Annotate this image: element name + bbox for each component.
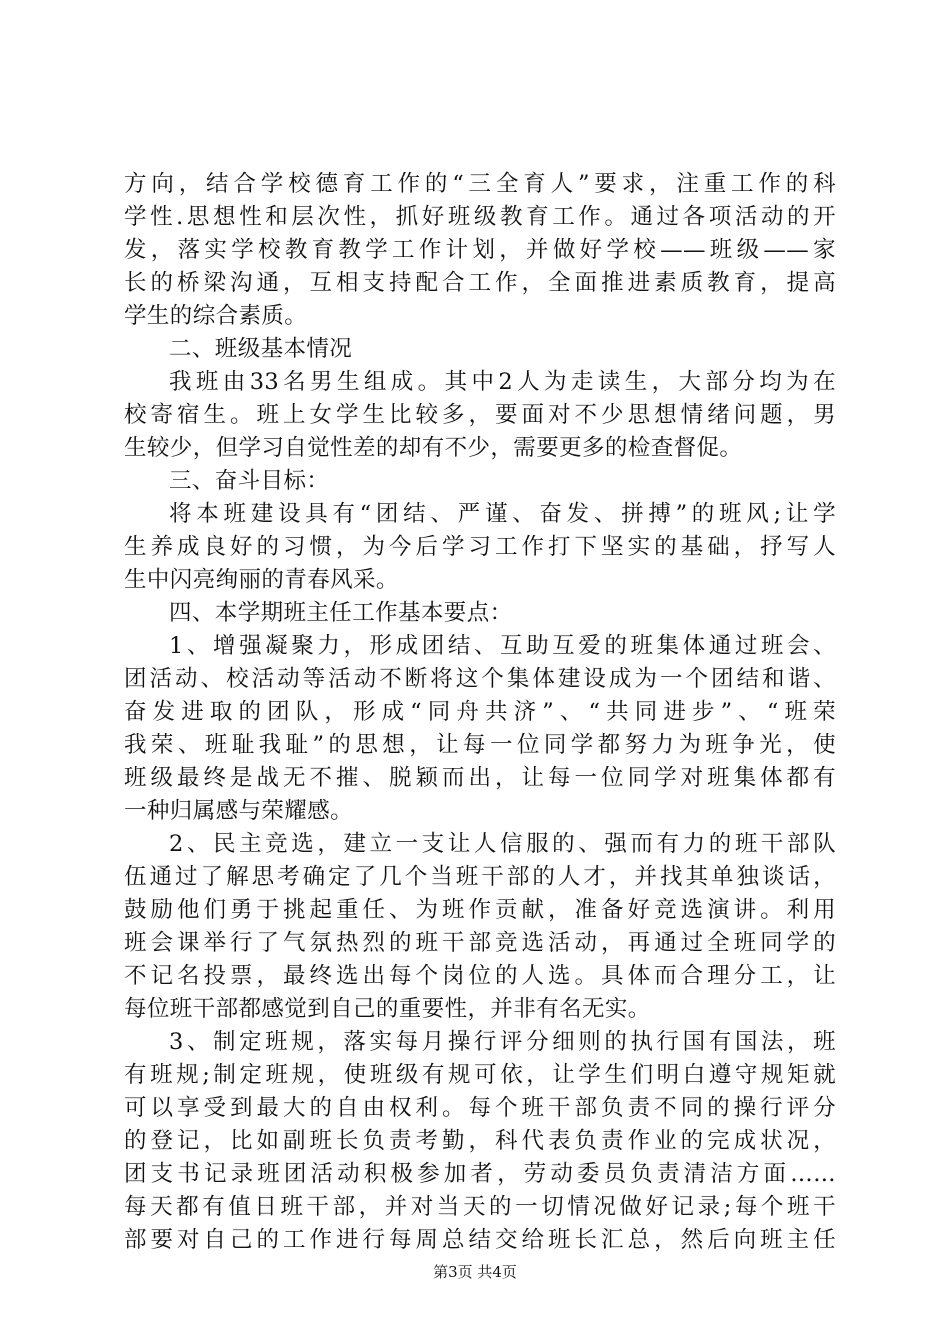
text-line: 学性.思想性和层次性，抓好班级教育工作。通过各项活动的开 — [124, 204, 836, 230]
text-line: 部要对自己的工作进行每周总结交给班长汇总，然后向班主任 — [124, 1227, 836, 1253]
text-line: 发，落实学校教育教学工作计划，并做好学校——班级——家 — [124, 237, 836, 263]
text-line: 二、班级基本情况 — [169, 336, 353, 362]
text-line: 每位班干部都感觉到自己的重要性，并非有名无实。 — [124, 996, 651, 1022]
text-line: 伍通过了解思考确定了几个当班干部的人才，并找其单独谈话， — [124, 864, 836, 890]
text-line: 团活动、校活动等活动不断将这个集体建设成为一个团结和谐、 — [124, 666, 836, 692]
text-line: 将本班建设具有“团结、严谨、奋发、拼搏”的班风;让学 — [169, 501, 836, 527]
text-line: 方向，结合学校德育工作的“三全育人”要求，注重工作的科 — [124, 171, 836, 197]
text-line: 1、增强凝聚力，形成团结、互助互爱的班集体通过班会、 — [169, 633, 836, 659]
text-line: 有班规;制定班规，使班级有规可依，让学生们明白遵守规矩就 — [124, 1062, 836, 1088]
text-line: 学生的综合素质。 — [124, 303, 308, 329]
text-line: 一种归属感与荣耀感。 — [124, 798, 354, 824]
text-line: 生较少，但学习自觉性差的却有不少，需要更多的检查督促。 — [124, 435, 743, 461]
text-line: 长的桥梁沟通，互相支持配合工作，全面推进素质教育，提高 — [124, 270, 836, 296]
text-line: 三、奋斗目标： — [169, 468, 330, 494]
text-line: 校寄宿生。班上女学生比较多，要面对不少思想情绪问题，男 — [124, 402, 836, 428]
text-line: 生中闪亮绚丽的青春风采。 — [124, 567, 399, 593]
text-line: 不记名投票，最终选出每个岗位的人选。具体而合理分工，让 — [124, 963, 836, 989]
text-line: 我荣、班耻我耻”的思想，让每一位同学都努力为班争光，使 — [124, 732, 836, 758]
text-line: 奋发进取的团队，形成“同舟共济”、“共同进步”、“班荣 — [124, 699, 836, 725]
text-line: 我班由33名男生组成。其中2人为走读生，大部分均为在 — [169, 369, 836, 395]
text-line: 2、民主竞选，建立一支让人信服的、强而有力的班干部队 — [169, 831, 836, 857]
document-body — [124, 168, 836, 1257]
text-line: 班会课举行了气氛热烈的班干部竞选活动，再通过全班同学的 — [124, 930, 836, 956]
text-line: 鼓励他们勇于挑起重任、为班作贡献，准备好竞选演讲。利用 — [124, 897, 836, 923]
text-line: 班级最终是战无不摧、脱颖而出，让每一位同学对班集体都有 — [124, 765, 836, 791]
text-line: 生养成良好的习惯，为今后学习工作打下坚实的基础，抒写人 — [124, 534, 836, 560]
text-line: 每天都有值日班干部，并对当天的一切情况做好记录;每个班干 — [124, 1194, 836, 1220]
text-line: 团支书记录班团活动积极参加者，劳动委员负责清洁方面…… — [124, 1161, 836, 1187]
text-line: 可以享受到最大的自由权利。每个班干部负责不同的操行评分 — [124, 1095, 836, 1121]
text-line: 的登记，比如副班长负责考勤，科代表负责作业的完成状况， — [124, 1128, 836, 1154]
text-line: 四、本学期班主任工作基本要点： — [169, 600, 513, 626]
page-number-footer: 第3页 共4页 — [433, 1263, 517, 1281]
text-line: 3、制定班规，落实每月操行评分细则的执行国有国法，班 — [169, 1029, 836, 1055]
